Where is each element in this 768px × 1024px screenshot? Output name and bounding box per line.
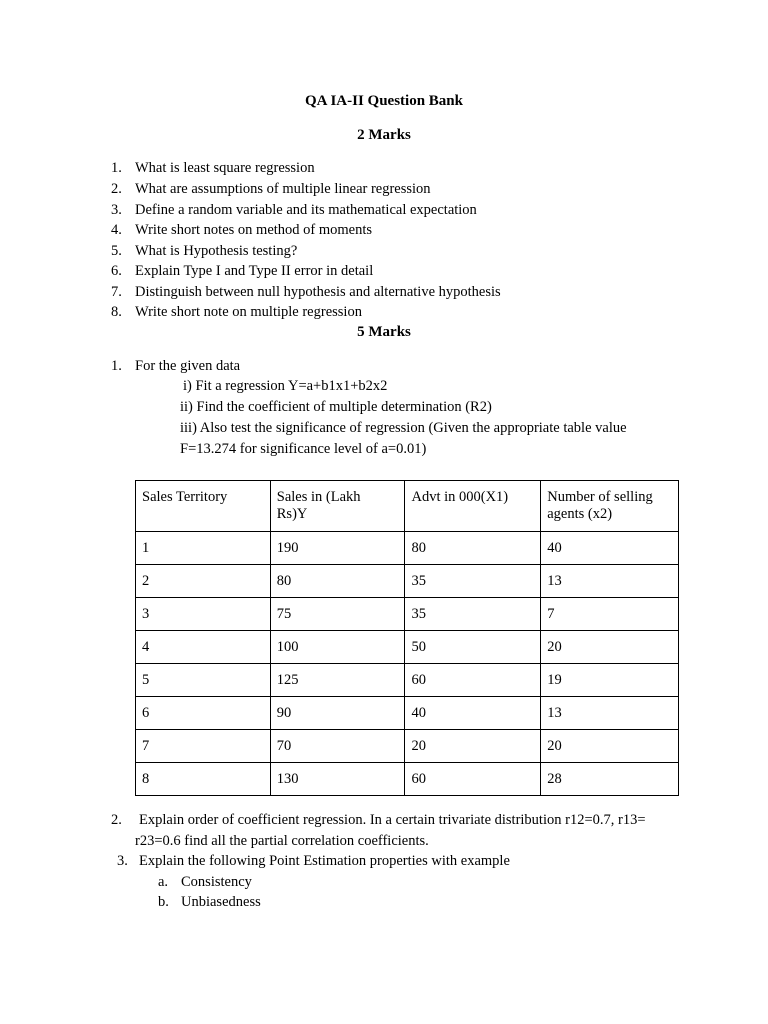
- list-item: 8. Write short note on multiple regression: [111, 304, 362, 320]
- list-item: 2. What are assumptions of multiple linear regression: [111, 181, 431, 197]
- table-cell: 19: [541, 664, 679, 697]
- table-row: [136, 730, 679, 763]
- table-cell: 40: [405, 697, 541, 730]
- table-row: [136, 598, 679, 631]
- table-cell: 125: [270, 664, 405, 697]
- sales-data-table: [135, 480, 679, 796]
- table-cell: 75: [270, 598, 405, 631]
- table-row: [136, 664, 679, 697]
- page-title: QA IA-II Question Bank: [305, 93, 463, 109]
- table-cell: 90: [270, 697, 405, 730]
- header-cell: Number of selling agents (x2): [541, 481, 679, 532]
- table-cell: 60: [405, 763, 541, 796]
- question-5m-1-part-i: i) Fit a regression Y=a+b1x1+b2x2: [183, 378, 388, 394]
- question-5m-1-part-iii: iii) Also test the significance of regression (Given the appropriate table value: [180, 420, 627, 436]
- table-row: [136, 631, 679, 664]
- section-heading-2-marks: 2 Marks: [357, 127, 411, 143]
- table-cell: 35: [405, 565, 541, 598]
- table-cell: 100: [270, 631, 405, 664]
- list-item: a. Consistency: [158, 874, 252, 890]
- table-cell: 80: [405, 532, 541, 565]
- section-heading-5-marks: 5 Marks: [357, 324, 411, 340]
- table-cell: 20: [541, 730, 679, 763]
- list-item: 5. What is Hypothesis testing?: [111, 243, 298, 259]
- table-cell: 13: [541, 697, 679, 730]
- question-5m-1-part-iii-cont: F=13.274 for significance level of a=0.01): [180, 441, 427, 457]
- list-item: 6. Explain Type I and Type II error in detail: [111, 263, 374, 279]
- table-header-row: [136, 481, 679, 532]
- table-cell: 130: [270, 763, 405, 796]
- table-cell: 7: [541, 598, 679, 631]
- question-5m-1-part-ii: ii) Find the coefficient of multiple determination (R2): [180, 399, 492, 415]
- table-cell: 8: [136, 763, 271, 796]
- list-item: 3. Define a random variable and its mathematical expectation: [111, 202, 477, 218]
- question-5m-1: 1. For the given data: [111, 358, 241, 374]
- table-cell: 80: [270, 565, 405, 598]
- table-cell: 3: [136, 598, 271, 631]
- question-5m-3: 3. Explain the following Point Estimation properties with example: [117, 853, 510, 869]
- table-cell: 7: [136, 730, 271, 763]
- question-5m-2-cont: r23=0.6 find all the partial correlation coefficients.: [135, 833, 429, 849]
- list-item: 7. Distinguish between null hypothesis and alternative hypothesis: [111, 284, 501, 300]
- table-cell: 6: [136, 697, 271, 730]
- table-cell: 4: [136, 631, 271, 664]
- table-cell: 2: [136, 565, 271, 598]
- table-cell: 13: [541, 565, 679, 598]
- list-item: b. Unbiasedness: [158, 894, 261, 910]
- list-item: 1. What is least square regression: [111, 160, 315, 176]
- table-row: [136, 532, 679, 565]
- question-5m-2: 2. Explain order of coefficient regression. In a certain trivariate distribution r12=0.7, r13=: [111, 812, 646, 828]
- list-item: 4. Write short notes on method of moments: [111, 222, 373, 238]
- table-row: [136, 697, 679, 730]
- table-row: [136, 763, 679, 796]
- table-cell: 20: [405, 730, 541, 763]
- table-cell: 70: [270, 730, 405, 763]
- table-cell: 5: [136, 664, 271, 697]
- header-cell: Sales in (Lakh Rs)Y: [270, 481, 405, 532]
- table-cell: 28: [541, 763, 679, 796]
- header-cell: Sales Territory: [136, 481, 271, 532]
- header-cell: Advt in 000(X1): [405, 481, 541, 532]
- table-cell: 40: [541, 532, 679, 565]
- table-cell: 50: [405, 631, 541, 664]
- table-row: [136, 565, 679, 598]
- table-cell: 60: [405, 664, 541, 697]
- table-cell: 20: [541, 631, 679, 664]
- table-cell: 190: [270, 532, 405, 565]
- table-cell: 35: [405, 598, 541, 631]
- table-cell: 1: [136, 532, 271, 565]
